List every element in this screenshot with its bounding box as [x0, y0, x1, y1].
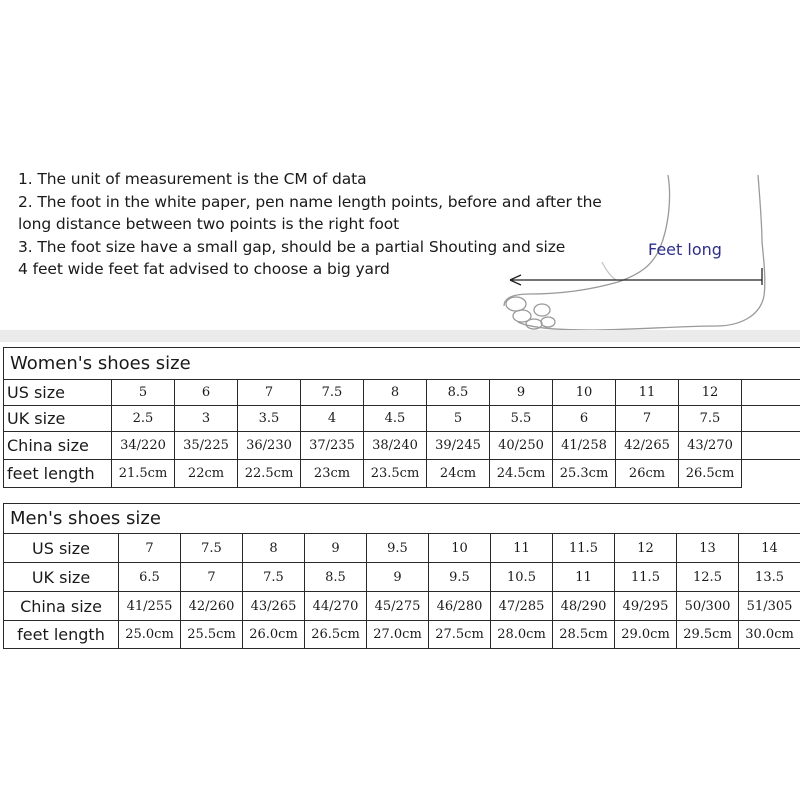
table-cell: 13.5 [739, 563, 800, 592]
row-label: US size [4, 380, 112, 406]
women-size-table [3, 347, 800, 488]
empty-cell [742, 406, 800, 432]
table-row [4, 406, 800, 432]
table-cell: 23.5cm [364, 460, 427, 488]
table-cell: 41/255 [119, 592, 181, 621]
table-cell: 6 [175, 380, 238, 406]
table-cell: 47/285 [491, 592, 553, 621]
row-label: China size [4, 592, 119, 621]
table-cell: 21.5cm [112, 460, 175, 488]
table-cell: 8.5 [305, 563, 367, 592]
table-cell: 12 [615, 534, 677, 563]
table-cell: 9.5 [367, 534, 429, 563]
table-cell: 3 [175, 406, 238, 432]
table-cell: 34/220 [112, 432, 175, 460]
table-cell: 25.0cm [119, 621, 181, 649]
table-cell: 22.5cm [238, 460, 301, 488]
table-cell: 25.5cm [181, 621, 243, 649]
table-cell: 7.5 [301, 380, 364, 406]
feet-long-label: Feet long [648, 240, 722, 259]
table-cell: 7 [238, 380, 301, 406]
table-cell: 29.5cm [677, 621, 739, 649]
table-cell: 5.5 [490, 406, 553, 432]
table-cell: 39/245 [427, 432, 490, 460]
table-row [4, 460, 800, 488]
note-line: 2. The foot in the white paper, pen name length points, before and after the [18, 192, 602, 211]
table-cell: 42/265 [616, 432, 679, 460]
row-label: China size [4, 432, 112, 460]
table-cell: 27.5cm [429, 621, 491, 649]
table-cell: 10 [553, 380, 616, 406]
table-cell: 12 [679, 380, 742, 406]
table-row [4, 534, 800, 563]
row-label: UK size [4, 406, 112, 432]
row-label: UK size [4, 563, 119, 592]
table-cell: 26cm [616, 460, 679, 488]
table-cell: 7 [616, 406, 679, 432]
table-cell: 10.5 [491, 563, 553, 592]
table-row [4, 563, 800, 592]
table-cell: 25.3cm [553, 460, 616, 488]
table-cell: 30.0cm [739, 621, 800, 649]
table-cell: 37/235 [301, 432, 364, 460]
table-cell: 27.0cm [367, 621, 429, 649]
table-cell: 7.5 [243, 563, 305, 592]
table-cell: 4 [301, 406, 364, 432]
table-cell: 5 [427, 406, 490, 432]
table-cell: 41/258 [553, 432, 616, 460]
table-cell: 9 [305, 534, 367, 563]
table-cell: 4.5 [364, 406, 427, 432]
table-cell: 28.0cm [491, 621, 553, 649]
table-cell: 26.0cm [243, 621, 305, 649]
table-cell: 9 [367, 563, 429, 592]
table-cell: 13 [677, 534, 739, 563]
table-cell: 8.5 [427, 380, 490, 406]
table-cell: 7 [119, 534, 181, 563]
table-row [4, 621, 800, 649]
table-cell: 48/290 [553, 592, 615, 621]
table-cell: 7.5 [181, 534, 243, 563]
table-row [4, 432, 800, 460]
table-cell: 26.5cm [679, 460, 742, 488]
table-cell: 9.5 [429, 563, 491, 592]
table-cell: 8 [243, 534, 305, 563]
foot-outline-icon [490, 170, 790, 330]
women-table-title: Women's shoes size [4, 348, 800, 380]
empty-cell [742, 380, 800, 406]
empty-cell [742, 432, 800, 460]
table-cell: 5 [112, 380, 175, 406]
row-label: US size [4, 534, 119, 563]
table-cell: 7.5 [679, 406, 742, 432]
table-row [4, 380, 800, 406]
table-cell: 11 [616, 380, 679, 406]
men-size-table [3, 503, 800, 649]
empty-cell [742, 460, 800, 488]
table-cell: 3.5 [238, 406, 301, 432]
table-cell: 38/240 [364, 432, 427, 460]
table-cell: 14 [739, 534, 800, 563]
table-cell: 12.5 [677, 563, 739, 592]
table-cell: 23cm [301, 460, 364, 488]
table-cell: 10 [429, 534, 491, 563]
table-cell: 24cm [427, 460, 490, 488]
note-line: 1. The unit of measurement is the CM of data [18, 170, 367, 188]
table-cell: 42/260 [181, 592, 243, 621]
table-cell: 11.5 [553, 534, 615, 563]
table-cell: 43/265 [243, 592, 305, 621]
table-cell: 11 [553, 563, 615, 592]
note-line: long distance between two points is the right foot [18, 215, 400, 233]
section-divider [0, 330, 800, 342]
table-cell: 36/230 [238, 432, 301, 460]
table-cell: 26.5cm [305, 621, 367, 649]
table-cell: 6 [553, 406, 616, 432]
table-cell: 35/225 [175, 432, 238, 460]
table-cell: 44/270 [305, 592, 367, 621]
table-cell: 29.0cm [615, 621, 677, 649]
table-cell: 45/275 [367, 592, 429, 621]
table-cell: 11.5 [615, 563, 677, 592]
row-label: feet length [4, 621, 119, 649]
table-cell: 24.5cm [490, 460, 553, 488]
table-cell: 11 [491, 534, 553, 563]
table-cell: 50/300 [677, 592, 739, 621]
table-cell: 43/270 [679, 432, 742, 460]
table-cell: 22cm [175, 460, 238, 488]
table-cell: 9 [490, 380, 553, 406]
note-line: 3. The foot size have a small gap, should be a partial Shouting and size [18, 237, 566, 256]
men-table-title: Men's shoes size [4, 504, 800, 534]
table-cell: 7 [181, 563, 243, 592]
table-cell: 40/250 [490, 432, 553, 460]
table-cell: 49/295 [615, 592, 677, 621]
table-cell: 6.5 [119, 563, 181, 592]
table-cell: 8 [364, 380, 427, 406]
row-label: feet length [4, 460, 112, 488]
table-cell: 46/280 [429, 592, 491, 621]
table-cell: 28.5cm [553, 621, 615, 649]
note-line: 4 feet wide feet fat advised to choose a big yard [18, 260, 390, 278]
table-row [4, 592, 800, 621]
table-cell: 2.5 [112, 406, 175, 432]
table-cell: 51/305 [739, 592, 800, 621]
